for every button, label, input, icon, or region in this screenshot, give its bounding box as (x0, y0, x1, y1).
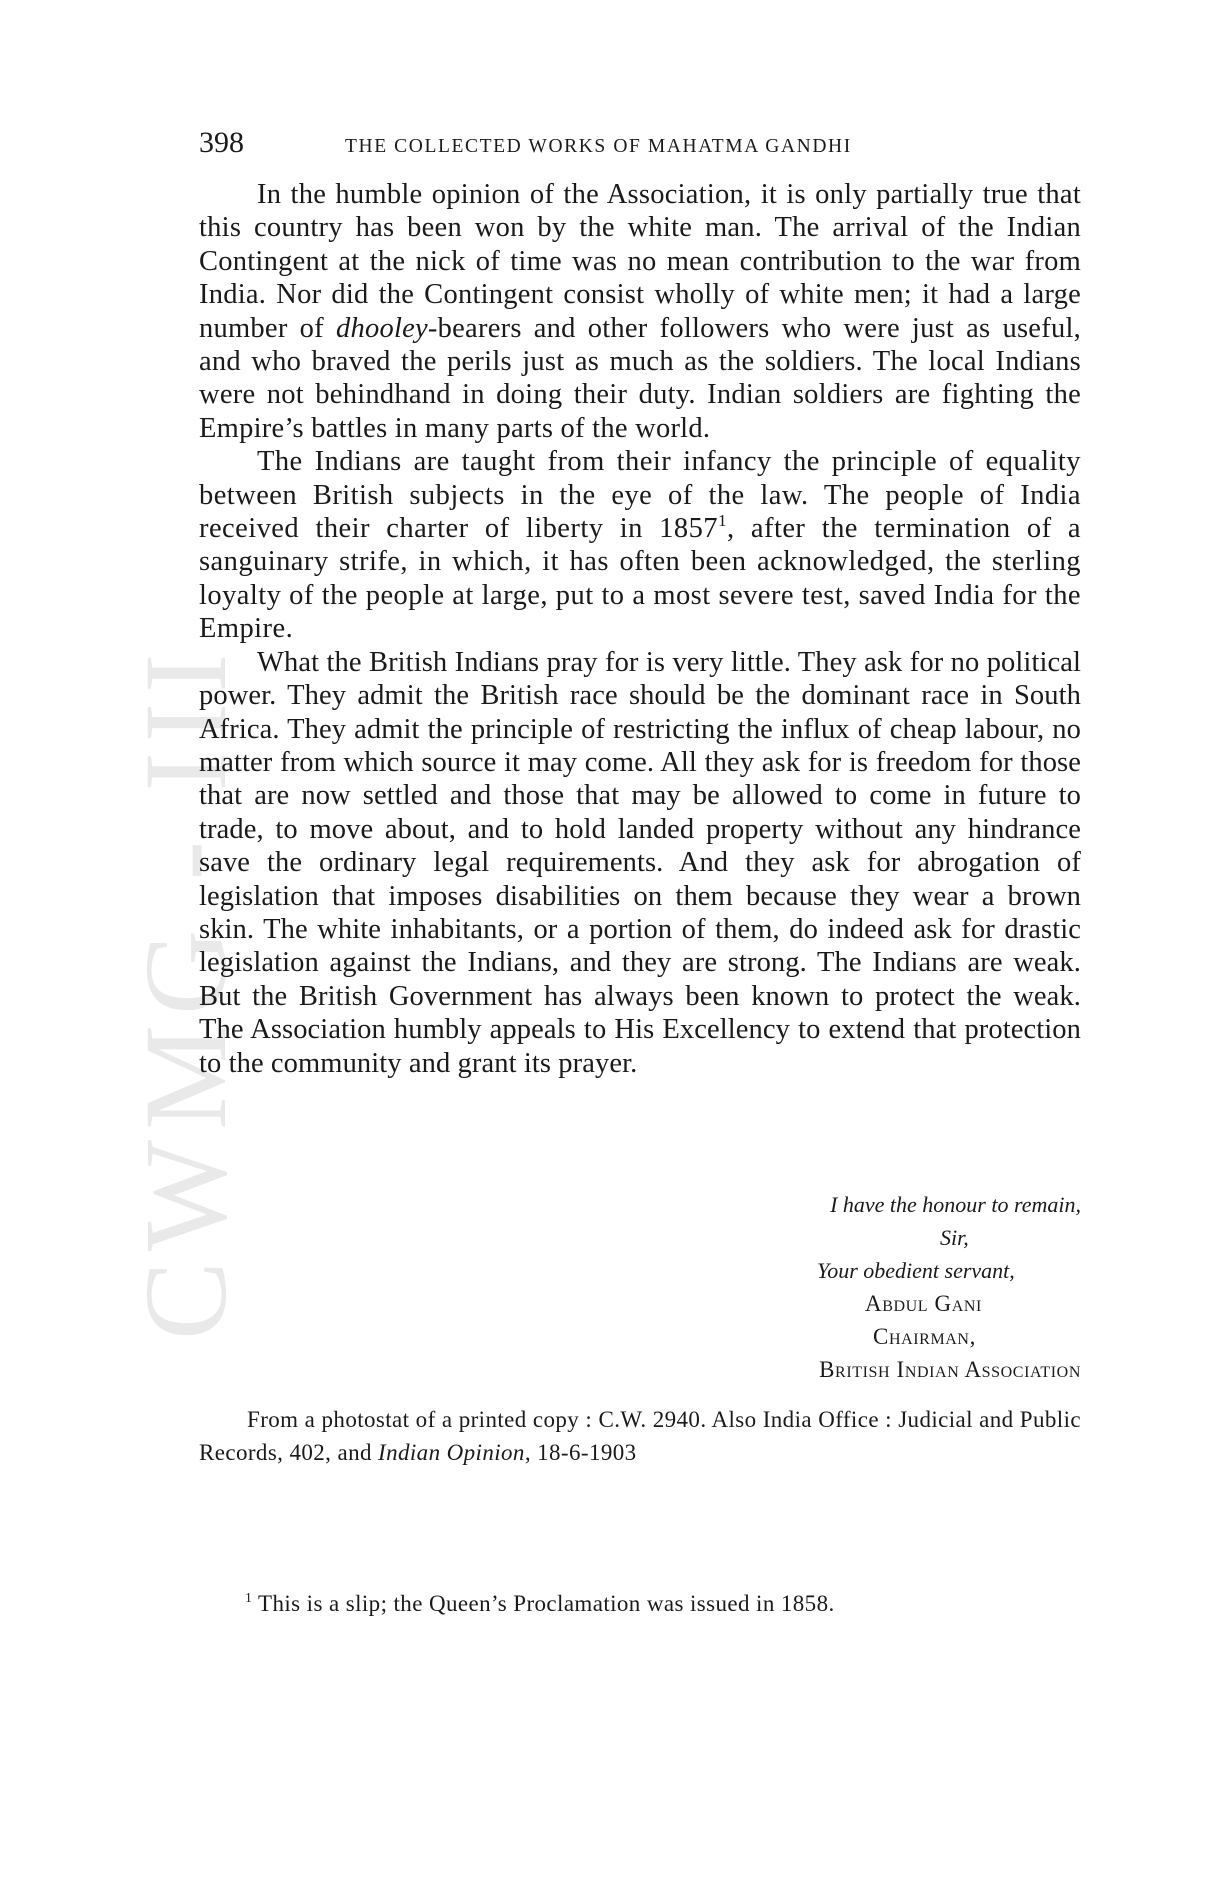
source-text-b: , 18-6-1903 (524, 1440, 637, 1465)
footnote-marker: 1 (245, 1590, 253, 1606)
signatory-title: Chairman, (873, 1324, 976, 1349)
footnote-text: This is a slip; the Queen’s Proclamation was issued in 1858. (252, 1591, 835, 1616)
footnote (245, 1587, 1085, 1620)
paragraph-3: What the British Indians pray for is very little. They ask for no political power. They admit the British race should be the dominant race in South Africa. They admit the principle of restricting the influx of cheap labour, no matter from which source it may come. All they ask for is freedom for those that are now settled and those that may be allowed to come in future to trade, to move about, and to hold landed property without any hindrance save the ordinary legal requirements. And they ask for abrogation of legislation that imposes disabilities on them because they wear a brown skin. The white inhabitants, or a portion of them, do indeed ask for drastic legislation against the Indians, and they are strong. The Indians are weak. But the British Government has always been known to protect the weak. The Association humbly appeals to His Excellency to extend that protection to the community and grant its prayer. (199, 646, 1081, 1079)
paragraph-1-italic: dhooley (335, 312, 428, 344)
page-number: 398 (199, 126, 244, 159)
paragraph-1-text: In the humble opinion of the Association, it is only partially true that this country has been won by the white man. The arrival of the Indian Contingent at the nick of time was no mean contribution to the war from India. Nor did the Contingent consist wholly of white men; it had a large number of (199, 179, 1081, 344)
signoff-line-3: Your obedient servant, (817, 1258, 1015, 1283)
source-line (199, 1403, 1081, 1469)
paragraph-2-after: , after the termination of a sanguinary strife, in which, it has often been acknowledged, the sterling loyalty of the people at large, put to a most severe test, saved India for the Empire. (199, 513, 1081, 645)
signatory-org: British Indian Association (819, 1357, 1081, 1382)
footnote-ref: 1 (717, 510, 727, 530)
signoff-line-2: Sir, (940, 1225, 969, 1250)
signoff-line-1: I have the honour to remain, (830, 1192, 1081, 1217)
paragraph-2-before: The Indians are taught from their infancy the principle of equality between British subjects in the eye of the law. The people of India received their charter of liberty in 1857 (199, 446, 1081, 545)
signoff-block (199, 1188, 1081, 1386)
body-text (199, 178, 1081, 1080)
source-note (199, 1403, 1081, 1469)
source-italic: Indian Opinion (378, 1440, 525, 1465)
paragraph-2 (199, 445, 1081, 645)
paragraph-1-rest: -bearers and other followers who were just as useful, and who braved the perils just as much as the soldiers. The local Indians were not behindhand in doing their duty. Indian soldiers are fighting the Empire’s battles in many parts of the world. (199, 312, 1081, 444)
page-header (199, 126, 1081, 166)
running-title: THE COLLECTED WORKS OF MAHATMA GANDHI (345, 136, 852, 157)
signatory-name: Abdul Gani (865, 1291, 982, 1316)
watermark: CWMG - III (120, 643, 251, 1340)
source-text-a: From a photostat of a printed copy : C.W. 2940. Also India Office : Judicial and Public Records, 402, and (199, 1407, 1081, 1465)
paragraph-1 (199, 178, 1081, 445)
